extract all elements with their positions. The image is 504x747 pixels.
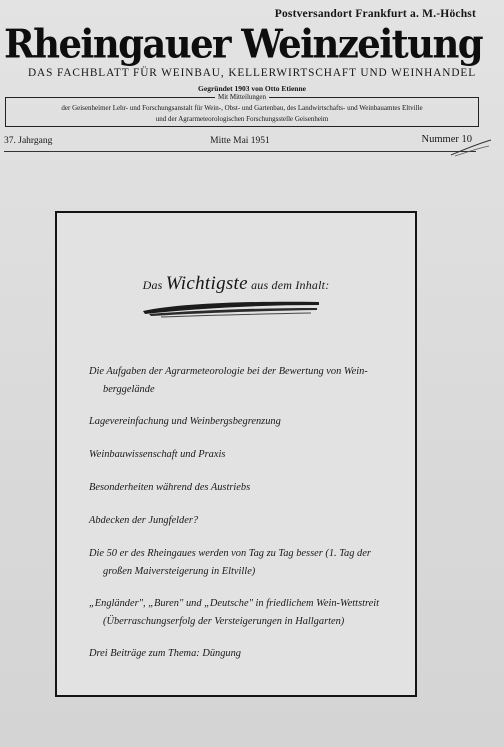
heading-main: Wichtigste — [165, 273, 248, 294]
pen-mark-icon — [449, 138, 493, 158]
notice-line-1: der Geisenheimer Lehr- und Forschungsanstalt für Wein-, Obst- und Gartenbau, des Landwirtschafts- und Weinbauamtes Eltville — [61, 104, 423, 112]
list-item: Drei Beiträge zum Thema: Düngung — [89, 648, 241, 659]
list-item: „Engländer", „Buren" und „Deutsche" in friedlichem Wein-Wettstreit (Überraschungserfolg der Versteigerungen in Hallgarten) — [89, 598, 380, 627]
brush-underline — [141, 297, 323, 319]
newspaper-subtitle: DAS FACHBLATT FÜR WEINBAU, KELLERWIRTSCHAFT UND WEINHANDEL — [27, 67, 477, 79]
founded-line: Gegründet 1903 von Otto Etienne — [198, 84, 306, 93]
newspaper-title: Rheingauer Weinzeitung — [4, 20, 483, 68]
issue-date: Mitte Mai 1951 — [210, 136, 270, 146]
contents-list — [89, 363, 401, 677]
list-item: Lagevereinfachung und Weinbergsbegrenzung — [89, 416, 281, 427]
notice-heading: Mit Mitteilungen — [6, 92, 478, 102]
list-item: Die Aufgaben der Agrarmeteorologie bei der Bewertung von Wein- berggelände — [89, 366, 368, 395]
notice-line-2: und der Agrarmeteorologischen Forschungsstelle Geisenheim — [155, 115, 329, 123]
list-item: Die 50 er des Rheingaues werden von Tag zu Tag besser (1. Tag der großen Maiversteigerung in Eltville) — [89, 548, 371, 577]
contents-box — [55, 211, 417, 697]
postal-origin: Postversandort Frankfurt a. M.-Höchst — [274, 8, 476, 20]
issue-number: Nummer 10 — [421, 134, 472, 145]
list-item: Weinbauwissenschaft und Praxis — [89, 449, 226, 460]
notice-text — [6, 103, 478, 125]
heading-pre: Das — [142, 278, 163, 292]
issue-info-line — [4, 135, 476, 152]
volume-label: 37. Jahrgang — [4, 136, 53, 146]
contents-heading — [57, 273, 415, 295]
heading-post: aus dem Inhalt: — [251, 278, 330, 292]
list-item: Abdecken der Jungfelder? — [89, 515, 199, 526]
notice-box — [5, 93, 479, 127]
list-item: Besonderheiten während des Austriebs — [89, 482, 251, 493]
